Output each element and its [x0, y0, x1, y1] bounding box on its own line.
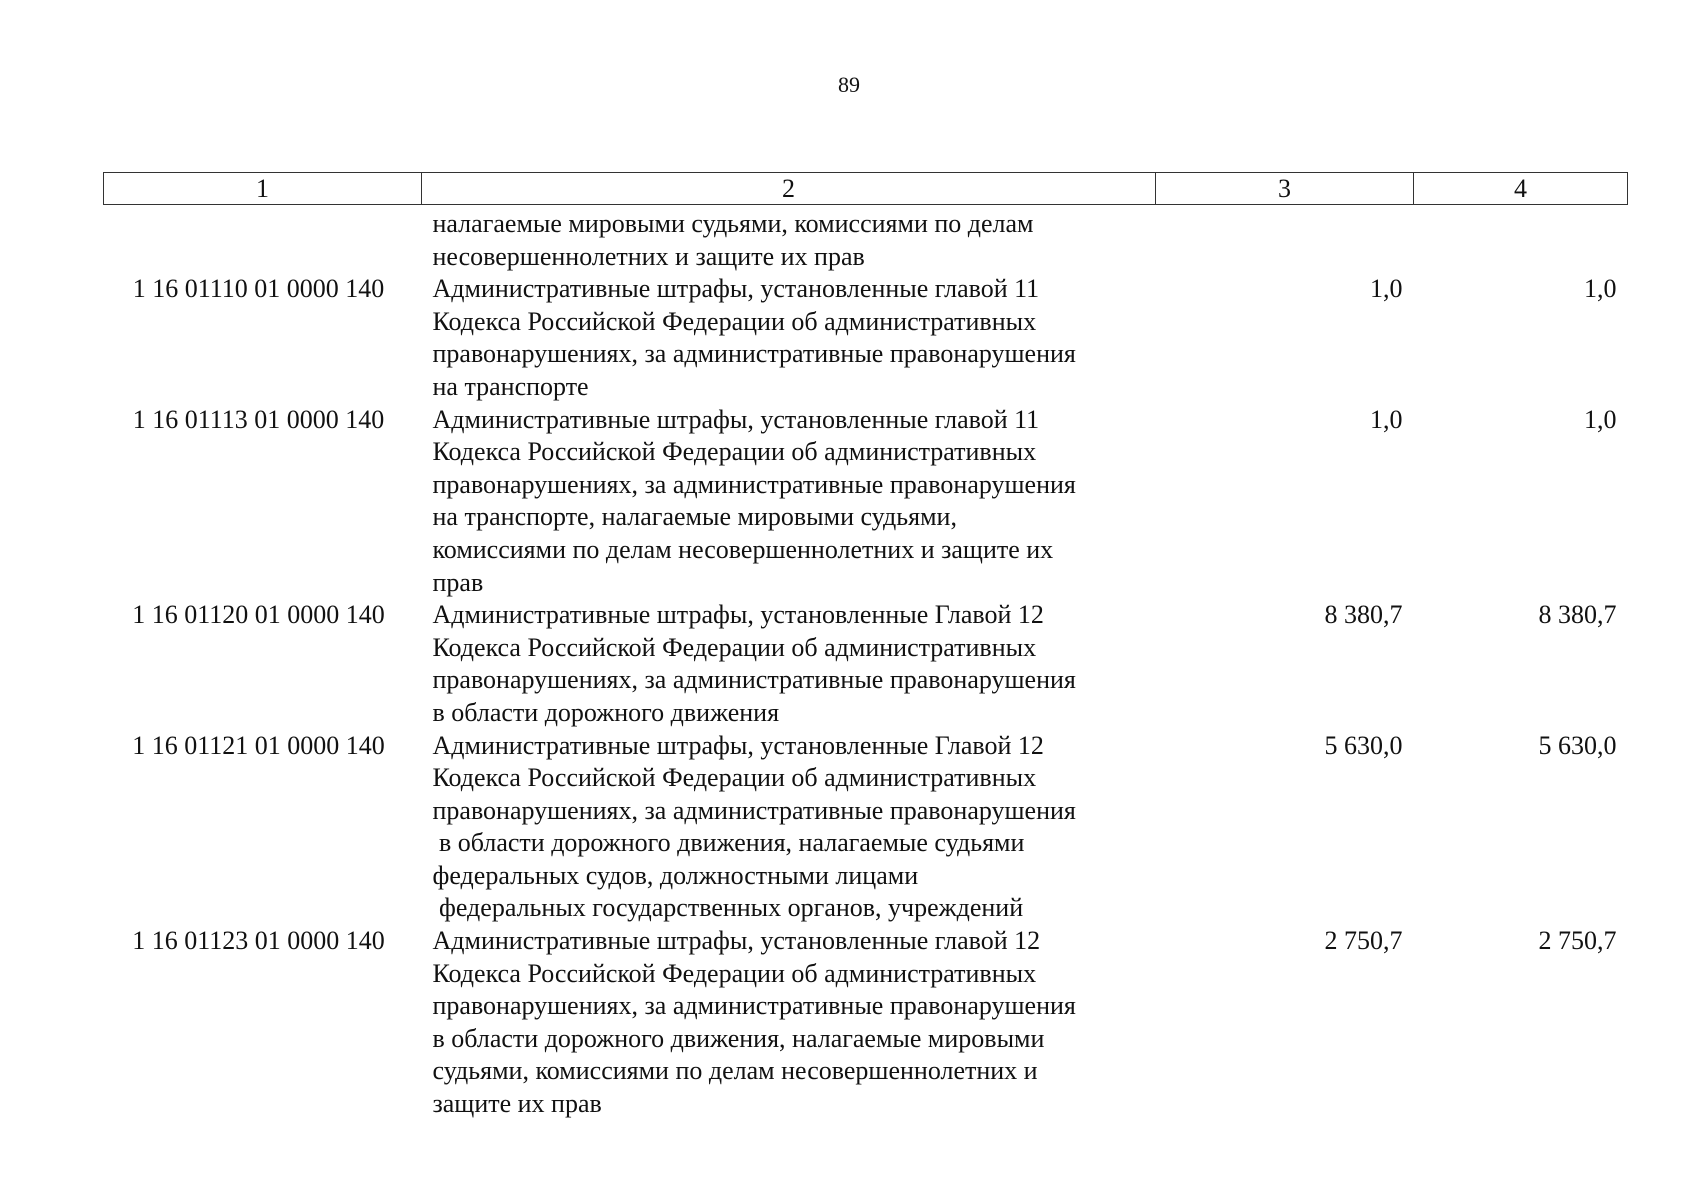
row-amount-col4: 5 630,0 — [1538, 730, 1617, 760]
row-code: 1 16 01110 01 0000 140 — [132, 274, 385, 304]
description-line: правонарушениях, за административные правонарушения — [432, 665, 1076, 695]
row-amount-col4: 1,0 — [1584, 274, 1617, 304]
row-code: 1 16 01120 01 0000 140 — [132, 600, 385, 630]
description-line: Кодекса Российской Федерации об административных — [432, 958, 1037, 988]
table-header — [104, 173, 1628, 205]
description-line: на транспорте — [432, 371, 589, 401]
header-col-1: 1 — [104, 173, 422, 205]
description-line: прав — [432, 567, 484, 597]
description-line: налагаемые мировыми судьями, комиссиями по делам — [432, 209, 1034, 238]
row-description — [422, 925, 1156, 1121]
description-line: Кодекса Российской Федерации об административных — [432, 437, 1037, 467]
description-line: Административные штрафы, установленные главой 11 — [432, 274, 1040, 304]
description-line: Административные штрафы, установленные главой 11 — [432, 404, 1040, 434]
description-line: на транспорте, налагаемые мировыми судьями, — [432, 502, 957, 532]
description-line: правонарушениях, за административные правонарушения — [432, 991, 1076, 1021]
row-amount-col4: 2 750,7 — [1538, 926, 1617, 956]
row-amount-col4 — [1414, 205, 1628, 274]
description-line: Кодекса Российской Федерации об административных — [432, 632, 1037, 662]
description-line: правонарушениях, за административные правонарушения — [432, 795, 1076, 825]
description-line: правонарушениях, за административные правонарушения — [432, 469, 1076, 499]
row-code — [104, 205, 422, 274]
description-line: в области дорожного движения, налагаемые мировыми — [432, 1023, 1045, 1053]
description-line: правонарушениях, за административные правонарушения — [432, 339, 1076, 369]
description-line: Кодекса Российской Федерации об административных — [432, 763, 1037, 793]
table-row — [104, 730, 1628, 926]
row-description — [422, 730, 1156, 926]
description-line: несовершеннолетних и защите их прав — [432, 241, 865, 271]
description-line: Административные штрафы, установленные Главой 12 — [432, 730, 1044, 760]
row-description — [422, 205, 1156, 274]
description-line: защите их прав — [432, 1089, 602, 1119]
row-code: 1 16 01113 01 0000 140 — [132, 404, 385, 434]
table-row — [104, 273, 1628, 403]
table-row — [104, 205, 1628, 274]
description-line: в области дорожного движения — [432, 697, 780, 727]
description-line: Административные штрафы, установленные главой 12 — [432, 926, 1041, 956]
row-code: 1 16 01121 01 0000 140 — [132, 730, 385, 760]
header-col-4: 4 — [1414, 173, 1628, 205]
row-description — [422, 599, 1156, 729]
row-amount-col4: 1,0 — [1584, 404, 1617, 434]
table-row — [104, 599, 1628, 729]
description-line: судьями, комиссиями по делам несовершеннолетних и — [432, 1056, 1038, 1086]
header-col-2: 2 — [422, 173, 1156, 205]
description-line: Административные штрафы, установленные Главой 12 — [432, 600, 1044, 630]
row-amount-col3: 1,0 — [1370, 274, 1403, 304]
description-line: федеральных судов, должностными лицами — [432, 860, 919, 890]
table-row — [104, 404, 1628, 600]
header-row — [104, 173, 1628, 205]
row-amount-col4: 8 380,7 — [1538, 600, 1617, 630]
header-col-3: 3 — [1156, 173, 1414, 205]
row-amount-col3: 2 750,7 — [1324, 926, 1403, 956]
row-amount-col3: 5 630,0 — [1324, 730, 1403, 760]
table-body — [104, 205, 1628, 1121]
row-description — [422, 273, 1156, 403]
row-amount-col3: 8 380,7 — [1324, 600, 1403, 630]
row-description — [422, 404, 1156, 600]
row-code: 1 16 01123 01 0000 140 — [132, 926, 385, 956]
description-line: Кодекса Российской Федерации об административных — [432, 306, 1037, 336]
description-line: комиссиями по делам несовершеннолетних и защите их — [432, 534, 1054, 564]
row-amount-col3: 1,0 — [1370, 404, 1403, 434]
description-line: в области дорожного движения, налагаемые судьями — [432, 828, 1025, 858]
budget-table — [103, 172, 1628, 1121]
row-amount-col3 — [1156, 205, 1414, 274]
table-row — [104, 925, 1628, 1121]
description-line: федеральных государственных органов, учреждений — [432, 893, 1024, 923]
page-number: 89 — [838, 72, 860, 97]
